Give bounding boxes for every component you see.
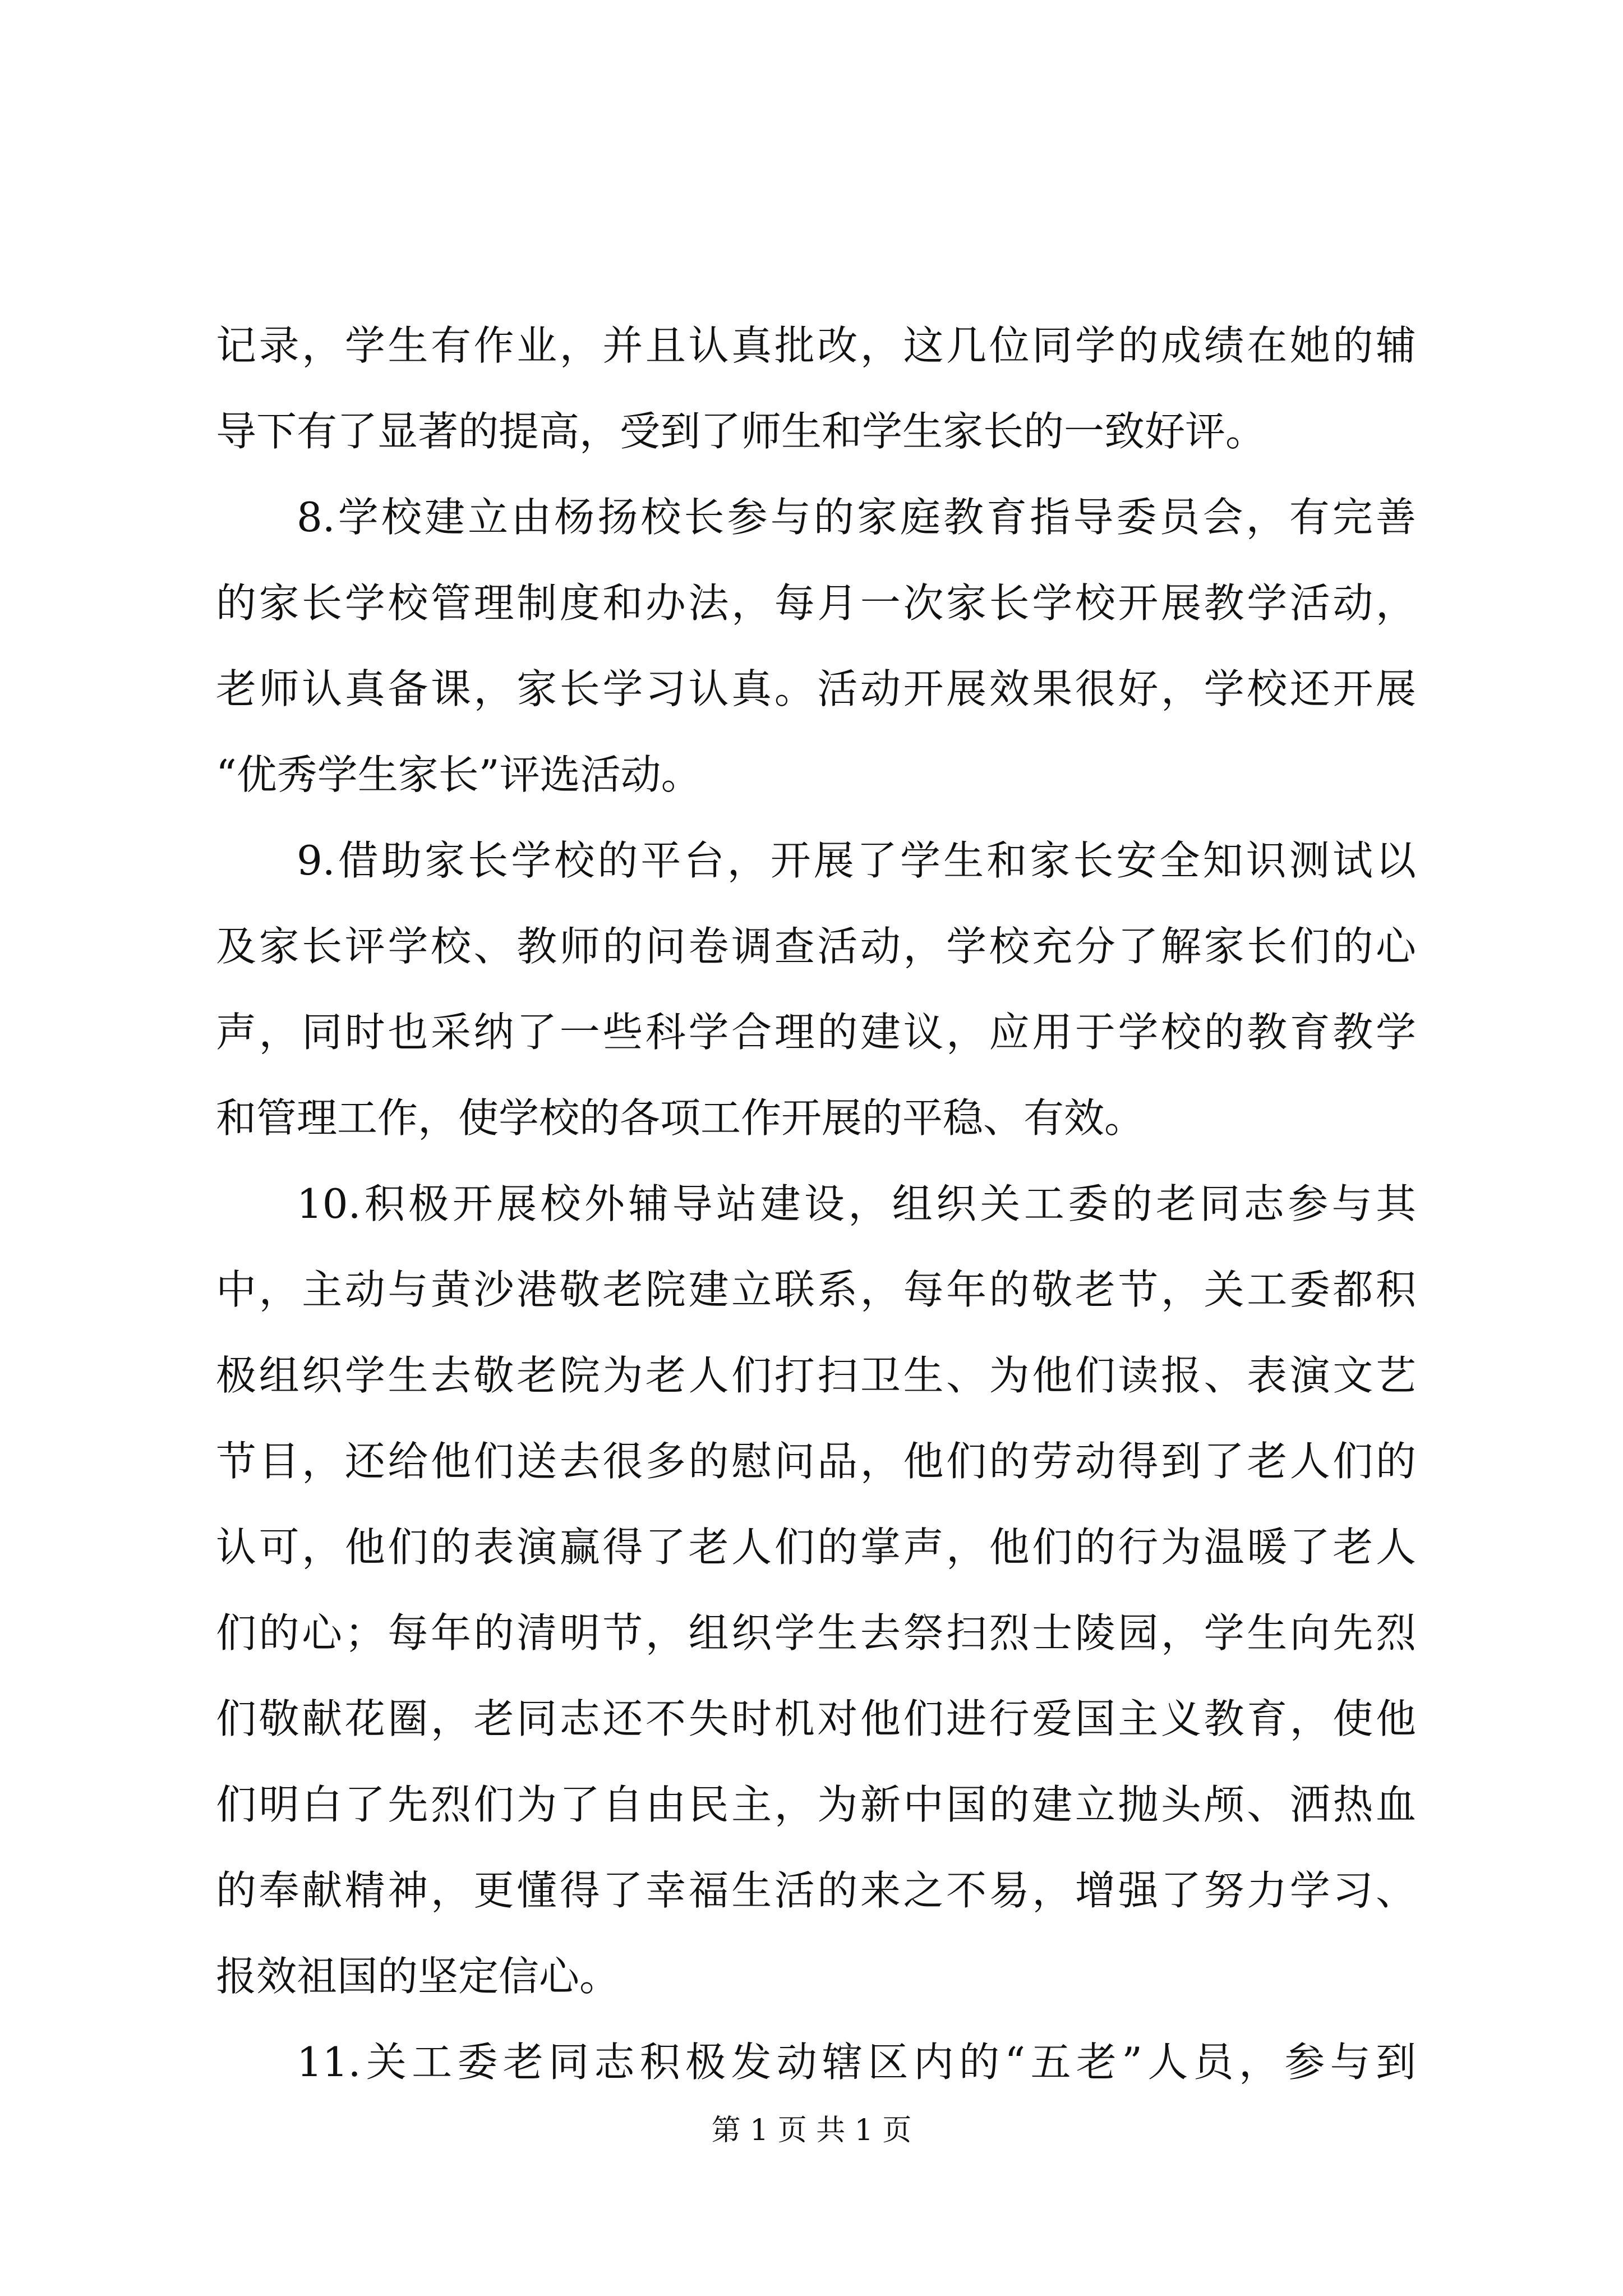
text-line: 及家长评学校、教师的问卷调查活动，学校充分了解家长们的心 [216, 923, 1416, 970]
page-number-label: 第 1 页 共 1 页 [711, 2114, 912, 2147]
text-line: 的家长学校管理制度和办法，每月一次家长学校开展教学活动， [216, 579, 1416, 627]
paragraph-continued [216, 303, 1416, 475]
text-line: 中，主动与黄沙港敬老院建立联系，每年的敬老节，关工委都积 [216, 1266, 1416, 1313]
text-line: 11.关工委老同志积极发动辖区内的“五老”人员，参与到 [297, 2039, 1416, 2086]
text-line: 声，同时也采纳了一些科学合理的建议，应用于学校的教育教学 [216, 1009, 1416, 1056]
paragraph-item-11 [216, 2019, 1416, 2105]
text-line: 9.借助家长学校的平台，开展了学生和家长安全知识测试以 [297, 837, 1416, 884]
text-line: 们敬献花圈，老同志还不失时机对他们进行爱国主义教育，使他 [216, 1695, 1416, 1742]
document-body [216, 303, 1416, 2105]
text-line: 们明白了先烈们为了自由民主，为新中国的建立抛头颅、洒热血 [216, 1781, 1416, 1828]
text-line: 10.积极开展校外辅导站建设，组织关工委的老同志参与其 [297, 1180, 1416, 1227]
paragraph-item-10 [216, 1161, 1416, 2019]
text-line: 报效祖国的坚定信心。 [216, 1953, 620, 2000]
text-line: 8.学校建立由杨扬校长参与的家庭教育指导委员会，有完善 [297, 494, 1416, 541]
page-footer [0, 2106, 1623, 2148]
text-line: 的奉献精神，更懂得了幸福生活的来之不易，增强了努力学习、 [216, 1867, 1416, 1914]
text-line: 们的心；每年的清明节，组织学生去祭扫烈士陵园，学生向先烈 [216, 1609, 1416, 1657]
text-line: 认可，他们的表演赢得了老人们的掌声，他们的行为温暖了老人 [216, 1524, 1416, 1571]
text-line: 节目，还给他们送去很多的慰问品，他们的劳动得到了老人们的 [216, 1438, 1416, 1485]
text-line: 和管理工作，使学校的各项工作开展的平稳、有效。 [216, 1094, 1145, 1142]
text-line: 导下有了显著的提高，受到了师生和学生家长的一致好评。 [216, 408, 1266, 455]
paragraph-item-9 [216, 818, 1416, 1161]
text-line: 老师认真备课，家长学习认真。活动开展效果很好，学校还开展 [216, 665, 1416, 712]
text-line: “优秀学生家长”评选活动。 [216, 751, 702, 798]
paragraph-item-8 [216, 475, 1416, 818]
text-line: 记录，学生有作业，并且认真批改，这几位同学的成绩在她的辅 [216, 322, 1416, 369]
text-line: 极组织学生去敬老院为老人们打扫卫生、为他们读报、表演文艺 [216, 1352, 1416, 1399]
